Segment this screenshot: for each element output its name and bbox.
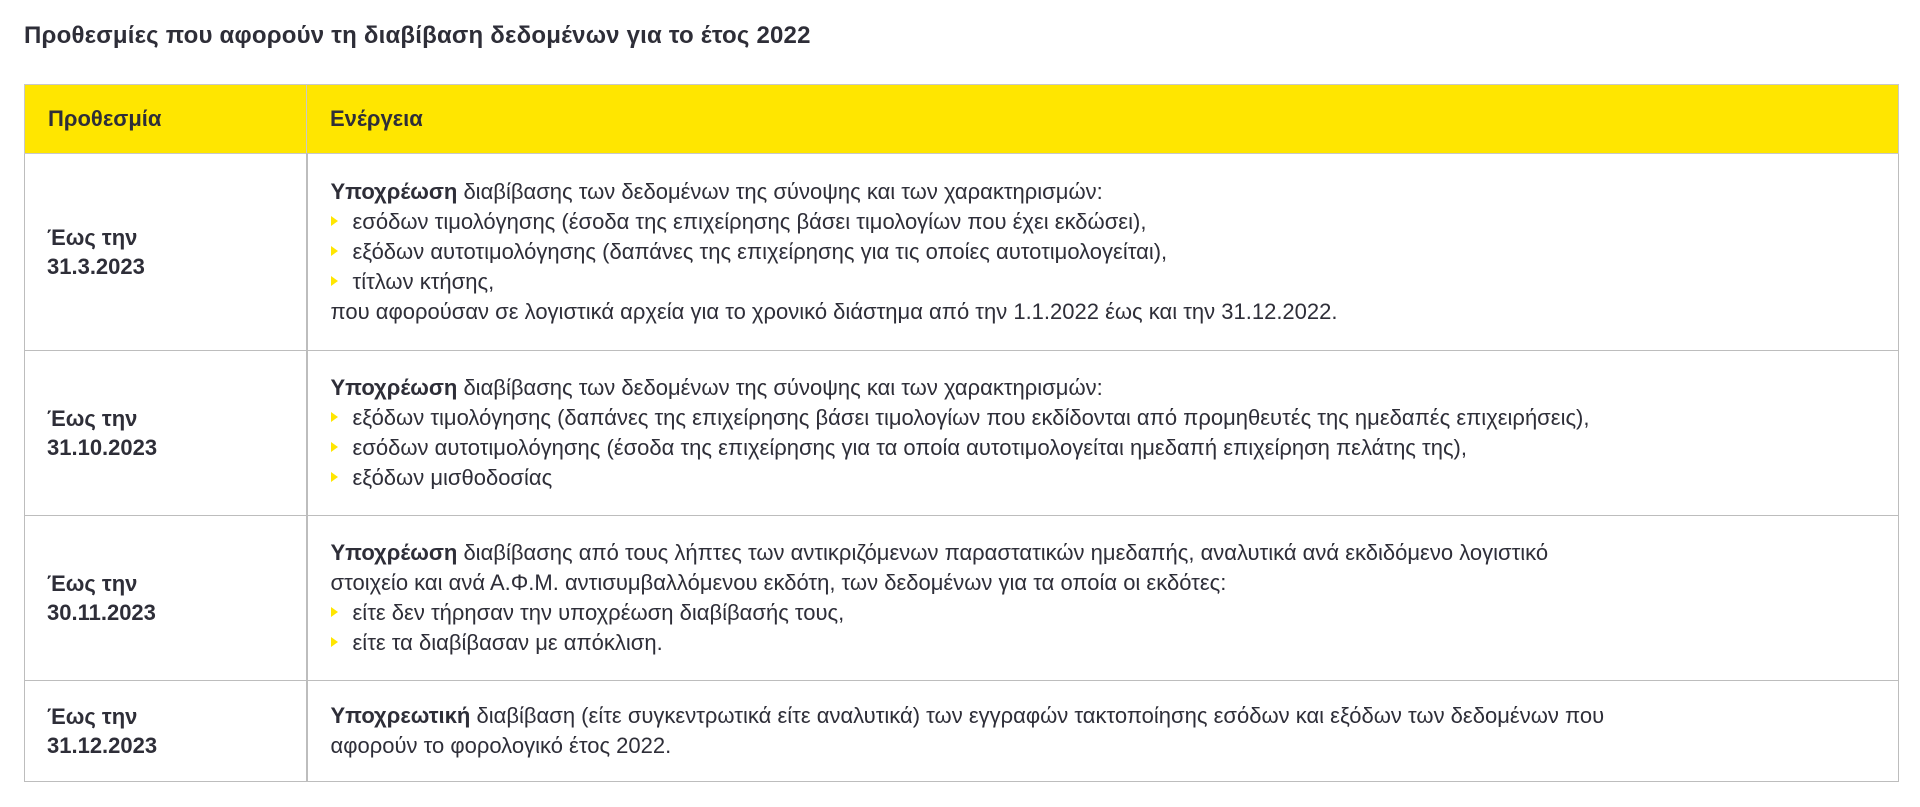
list-item-text: είτε τα διαβίβασαν με απόκλιση.	[352, 630, 663, 655]
list-item	[331, 403, 1899, 433]
list-item-text: εξόδων τιμολόγησης (δαπάνες της επιχείρησης βάσει τιμολογίων που εκδίδονται από προμηθευτές της ημεδαπές επιχειρήσεις),	[352, 405, 1590, 430]
triangle-bullet-icon	[331, 637, 338, 647]
action-intro	[331, 177, 1899, 207]
triangle-bullet-icon	[331, 276, 338, 286]
header-deadline: Προθεσμία	[25, 85, 307, 154]
table-header-row	[25, 85, 1899, 154]
deadline-prefix: Έως την	[47, 406, 138, 431]
action-cell	[307, 681, 1899, 782]
action-intro-text: διαβίβαση (είτε συγκεντρωτικά είτε αναλυτικά) των εγγραφών τακτοποίησης εσόδων και εξόδων των δεδομένων που	[470, 703, 1605, 728]
action-cell	[307, 351, 1899, 516]
header-action: Ενέργεια	[307, 85, 1899, 154]
table-row	[25, 681, 1899, 782]
list-item-text: εξόδων μισθοδοσίας	[352, 465, 553, 490]
action-outro: που αφορούσαν σε λογιστικά αρχεία για το χρονικό διάστημα από την 1.1.2022 έως και την 31.12.2022.	[330, 299, 1338, 324]
deadlines-table	[24, 84, 1899, 782]
deadline-prefix: Έως την	[47, 571, 138, 596]
action-intro	[331, 373, 1899, 403]
deadline-cell	[25, 516, 307, 681]
list-item-text: είτε δεν τήρησαν την υποχρέωση διαβίβασής τους,	[352, 600, 845, 625]
action-intro-text: διαβίβασης των δεδομένων της σύνοψης και των χαρακτηρισμών:	[457, 179, 1103, 204]
action-cell	[307, 516, 1899, 681]
deadline-cell	[25, 154, 307, 351]
triangle-bullet-icon	[331, 607, 338, 617]
triangle-bullet-icon	[331, 412, 338, 422]
deadline-cell	[25, 681, 307, 782]
action-intro-text: διαβίβασης των δεδομένων της σύνοψης και των χαρακτηρισμών:	[457, 375, 1103, 400]
list-item	[331, 433, 1899, 463]
list-item-text: εσόδων τιμολόγησης (έσοδα της επιχείρησης βάσει τιμολογίων που έχει εκδώσει),	[352, 209, 1147, 234]
triangle-bullet-icon	[331, 442, 338, 452]
action-intro-strong: Υποχρέωση	[330, 540, 458, 565]
deadline-date: 31.12.2023	[47, 733, 158, 758]
action-intro-text: διαβίβασης από τους λήπτες των αντικριζόμενων παραστατικών ημεδαπής, αναλυτικά ανά εκδιδόμενο λογιστικό	[457, 540, 1549, 565]
deadline-date: 30.11.2023	[47, 600, 156, 625]
deadline-prefix: Έως την	[47, 225, 138, 250]
page-title: Προθεσμίες που αφορούν τη διαβίβαση δεδομένων για το έτος 2022	[24, 22, 811, 49]
table-row	[25, 351, 1899, 516]
table-row	[25, 516, 1899, 681]
action-intro-strong: Υποχρέωση	[330, 179, 458, 204]
deadline-prefix: Έως την	[47, 704, 138, 729]
action-intro-strong: Υποχρέωση	[330, 375, 458, 400]
triangle-bullet-icon	[331, 472, 338, 482]
action-cell	[307, 154, 1899, 351]
action-intro-continued: αφορούν το φορολογικό έτος 2022.	[330, 733, 672, 758]
list-item-text: εξόδων αυτοτιμολόγησης (δαπάνες της επιχείρησης για τις οποίες αυτοτιμολογείται),	[352, 239, 1168, 264]
deadline-date: 31.3.2023	[47, 254, 145, 279]
list-item-text: εσόδων αυτοτιμολόγησης (έσοδα της επιχείρησης για τα οποία αυτοτιμολογείται ημεδαπή επιχείρηση πελάτης της),	[352, 435, 1467, 460]
list-item	[331, 237, 1899, 267]
action-intro-continued: στοιχείο και ανά Α.Φ.Μ. αντισυμβαλλόμενου εκδότη, των δεδομένων για τα οποία οι εκδότες:	[330, 570, 1227, 595]
list-item	[331, 628, 1899, 658]
action-intro	[331, 701, 1899, 731]
list-item	[331, 598, 1899, 628]
triangle-bullet-icon	[331, 216, 338, 226]
action-intro	[331, 538, 1899, 568]
list-item-text: τίτλων κτήσης,	[352, 269, 495, 294]
list-item	[331, 267, 1899, 297]
deadline-date: 31.10.2023	[47, 435, 158, 460]
deadline-cell	[25, 351, 307, 516]
triangle-bullet-icon	[331, 246, 338, 256]
list-item	[331, 207, 1899, 237]
list-item	[331, 463, 1899, 493]
action-intro-strong: Υποχρεωτική	[330, 703, 471, 728]
table-row	[25, 154, 1899, 351]
